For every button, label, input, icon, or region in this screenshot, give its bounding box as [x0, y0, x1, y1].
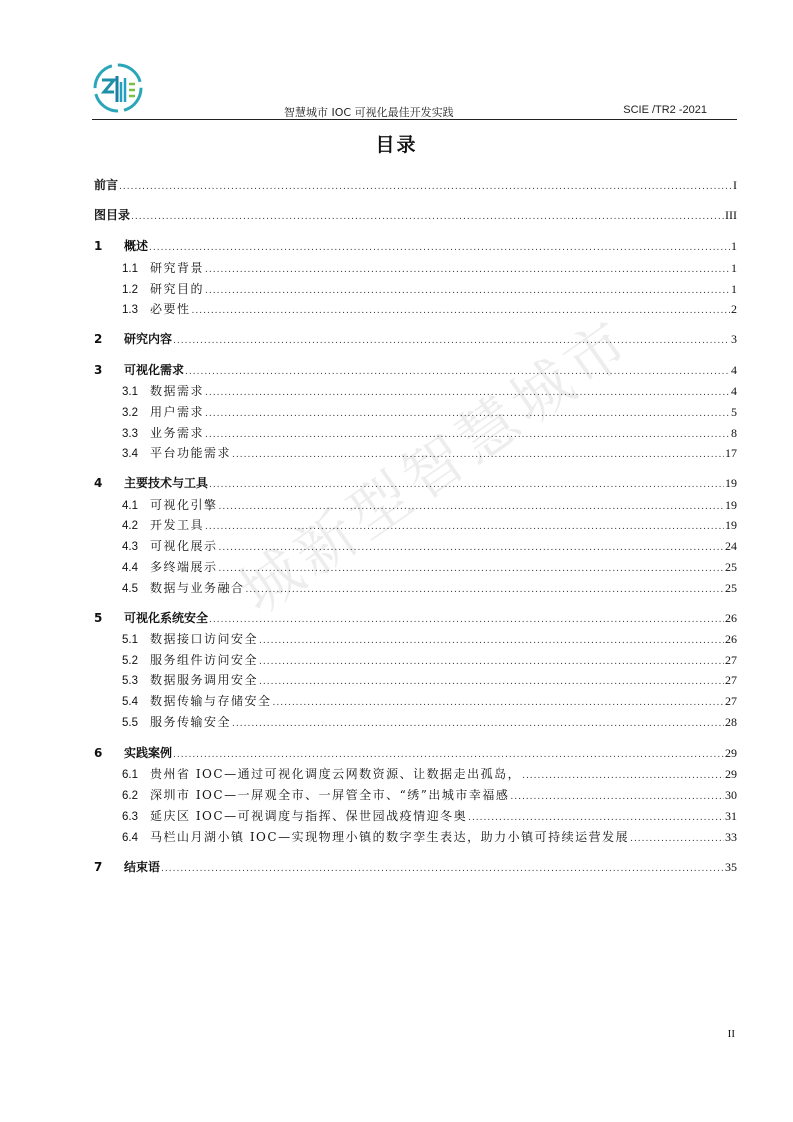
toc-leader-dots [219, 502, 724, 512]
toc-entry-page: 2 [731, 302, 737, 316]
toc-entry-page: 25 [725, 560, 737, 574]
toc-leader-dots [209, 615, 724, 625]
toc-entry-title: 可视化引擎 [150, 498, 218, 512]
toc-entry-title: 研究背景 [150, 261, 205, 275]
toc-entry-number: 4.5 [122, 583, 138, 595]
toc-entry-page: 1 [731, 282, 737, 296]
toc-entry-title: 数据服务调用安全 [150, 673, 259, 687]
toc-entry-title: 研究内容 [124, 332, 173, 346]
toc-entry-title: 实践案例 [124, 746, 173, 760]
toc-entry-page: 1 [731, 239, 737, 253]
toc-entry-title: 数据传输与存储安全 [150, 694, 272, 708]
toc-entry-page: 35 [725, 860, 737, 874]
toc-entry-title: 研究目的 [150, 282, 205, 296]
toc-entry-page: 24 [725, 539, 737, 553]
toc-entry-page: 31 [725, 809, 737, 823]
toc-leader-dots [173, 336, 730, 346]
toc-entry[interactable] [94, 206, 737, 223]
toc-entry[interactable] [94, 496, 737, 513]
toc-entry-number: 1.3 [122, 304, 138, 316]
toc-leader-dots [205, 522, 724, 532]
toc-entry-number: 3.4 [122, 448, 138, 460]
toc-entry[interactable] [94, 516, 737, 533]
toc-leader-dots [246, 585, 724, 595]
toc-entry-title: 前言 [94, 178, 119, 192]
toc-entry-title: 业务需求 [150, 426, 205, 440]
toc-entry[interactable] [94, 786, 737, 803]
toc-entry-number: 6.1 [122, 769, 138, 781]
toc-entry-page: 33 [725, 830, 737, 844]
page-number: II [727, 1028, 735, 1040]
toc-entry-page: 29 [725, 767, 737, 781]
toc-entry-number: 5.4 [122, 696, 138, 708]
toc-entry-title: 开发工具 [150, 518, 205, 532]
toc-entry-title: 多终端展示 [150, 560, 218, 574]
toc-entry-title: 图目录 [94, 208, 131, 222]
toc-entry[interactable] [94, 765, 737, 782]
header-title: 智慧城市 IOC 可视化最佳开发实践 [284, 106, 454, 119]
toc-entry[interactable] [94, 609, 737, 626]
toc-entry-number: 4.4 [122, 562, 138, 574]
toc-entry-page: 27 [725, 653, 737, 667]
toc-entry-page: 4 [731, 384, 737, 398]
toc-entry-number: 1.1 [122, 263, 138, 275]
toc-entry-page: I [733, 178, 737, 192]
toc-entry[interactable] [94, 424, 737, 441]
toc-leader-dots [232, 450, 724, 460]
toc-entry-title: 平台功能需求 [150, 446, 232, 460]
watermark: 城新型智慧城市 [227, 305, 647, 628]
toc-entry-title: 马栏山月湖小镇 IOC—实现物理小镇的数字孪生表达，助力小镇可持续运营发展 [150, 830, 630, 844]
toc-leader-dots [205, 265, 730, 275]
toc-entry-page: 3 [731, 332, 737, 346]
toc-entry-page: 26 [725, 632, 737, 646]
toc-entry-number: 5.3 [122, 675, 138, 687]
toc-entry-page: 17 [725, 446, 737, 460]
toc-entry[interactable] [94, 651, 737, 668]
toc-entry-number: 6 [94, 746, 103, 760]
toc-leader-dots [219, 543, 724, 553]
toc-entry-title: 数据与业务融合 [150, 581, 245, 595]
toc-leader-dots [161, 864, 724, 874]
toc-entry[interactable] [94, 858, 737, 875]
toc-entry-page: 19 [725, 518, 737, 532]
page-title: 目录 [375, 134, 418, 156]
toc-entry-page: 4 [731, 363, 737, 377]
toc-entry-number: 1 [94, 239, 103, 253]
toc-leader-dots [205, 388, 730, 398]
toc-entry-number: 7 [94, 860, 103, 874]
toc-entry[interactable] [94, 692, 737, 709]
toc-entry-number: 3.3 [122, 428, 138, 440]
toc-leader-dots [259, 657, 724, 667]
toc-entry-title: 数据需求 [150, 384, 205, 398]
toc-leader-dots [173, 750, 724, 760]
toc-leader-dots [630, 834, 724, 844]
toc-entry[interactable] [94, 280, 737, 297]
toc-leader-dots [259, 636, 724, 646]
toc-entry-page: III [725, 208, 737, 222]
toc-leader-dots [192, 306, 730, 316]
toc-entry-title: 深圳市 IOC—一屏观全市、一屏管全市、“绣”出城市幸福感 [150, 788, 510, 802]
logo-icon [92, 62, 144, 114]
toc-entry[interactable] [94, 579, 737, 596]
toc-entry-number: 4.1 [122, 500, 138, 512]
toc-entry-title: 贵州省 IOC—通过可视化调度云网数资源、让数据走出孤岛， [150, 767, 522, 781]
toc-entry[interactable] [94, 403, 737, 420]
toc-entry-number: 3 [94, 363, 103, 377]
toc-entry-title: 服务传输安全 [150, 715, 232, 729]
toc-entry-page: 19 [725, 476, 737, 490]
toc-entry-number: 5.1 [122, 634, 138, 646]
toc-entry[interactable] [94, 558, 737, 575]
toc-entry-number: 5.5 [122, 717, 138, 729]
toc-leader-dots [522, 771, 724, 781]
toc-entry-page: 26 [725, 611, 737, 625]
toc-leader-dots [205, 430, 730, 440]
toc-entry-title: 可视化系统安全 [124, 611, 209, 625]
toc-leader-dots [209, 480, 724, 490]
toc-entry-number: 6.2 [122, 790, 138, 802]
toc-entry-number: 5 [94, 611, 103, 625]
toc-entry[interactable] [94, 828, 737, 845]
toc-entry-number: 3.2 [122, 407, 138, 419]
toc-entry[interactable] [94, 807, 737, 824]
toc-entry-title: 必要性 [150, 302, 191, 316]
toc-entry-page: 30 [725, 788, 737, 802]
toc-leader-dots [119, 182, 732, 192]
toc-entry[interactable] [94, 176, 737, 193]
toc-entry-number: 1.2 [122, 284, 138, 296]
toc-leader-dots [205, 409, 730, 419]
toc-entry-title: 结束语 [124, 860, 161, 874]
toc-entry-page: 27 [725, 673, 737, 687]
toc-entry-number: 5.2 [122, 655, 138, 667]
toc-entry-page: 19 [725, 498, 737, 512]
toc-leader-dots [259, 677, 724, 687]
toc-leader-dots [205, 286, 730, 296]
toc-leader-dots [131, 212, 724, 222]
toc-leader-dots [219, 564, 724, 574]
toc-entry-title: 延庆区 IOC—可视调度与指挥、保世园战疫情迎冬奥 [150, 809, 468, 823]
toc-entry[interactable] [94, 537, 737, 554]
header-divider [92, 119, 737, 120]
toc-entry[interactable] [94, 300, 737, 317]
toc-entry[interactable] [94, 444, 737, 461]
toc-entry-page: 5 [731, 405, 737, 419]
toc-entry-number: 4.2 [122, 520, 138, 532]
toc-entry-title: 可视化需求 [124, 363, 185, 377]
toc-entry-page: 8 [731, 426, 737, 440]
toc-entry[interactable] [94, 671, 737, 688]
toc-entry[interactable] [94, 330, 737, 347]
toc-entry-title: 概述 [124, 239, 149, 253]
toc-entry-title: 可视化展示 [150, 539, 218, 553]
toc-entry-title: 数据接口访问安全 [150, 632, 259, 646]
document-code: SCIE /TR2 -2021 [623, 104, 707, 116]
toc-entry-title: 主要技术与工具 [124, 476, 209, 490]
toc-entry-number: 3.1 [122, 386, 138, 398]
toc-leader-dots [232, 719, 724, 729]
toc-entry[interactable] [94, 259, 737, 276]
toc-leader-dots [468, 813, 724, 823]
toc-entry[interactable] [94, 237, 737, 254]
toc-entry[interactable] [94, 474, 737, 491]
toc-entry-number: 6.3 [122, 811, 138, 823]
toc-entry-page: 28 [725, 715, 737, 729]
toc-entry[interactable] [94, 713, 737, 730]
toc-entry[interactable] [94, 630, 737, 647]
toc-entry-number: 6.4 [122, 832, 138, 844]
toc-entry-page: 27 [725, 694, 737, 708]
toc-leader-dots [185, 367, 730, 377]
toc-entry-page: 29 [725, 746, 737, 760]
toc-entry-number: 4 [94, 476, 103, 490]
toc-entry-number: 2 [94, 332, 103, 346]
toc-leader-dots [510, 792, 724, 802]
toc-leader-dots [273, 698, 724, 708]
toc-entry-number: 4.3 [122, 541, 138, 553]
toc-entry-page: 25 [725, 581, 737, 595]
toc-entry-page: 1 [731, 261, 737, 275]
toc-entry-title: 服务组件访问安全 [150, 653, 259, 667]
toc-entry-title: 用户需求 [150, 405, 205, 419]
toc-entry[interactable] [94, 382, 737, 399]
toc-entry[interactable] [94, 744, 737, 761]
toc-entry[interactable] [94, 361, 737, 378]
toc-leader-dots [149, 243, 730, 253]
